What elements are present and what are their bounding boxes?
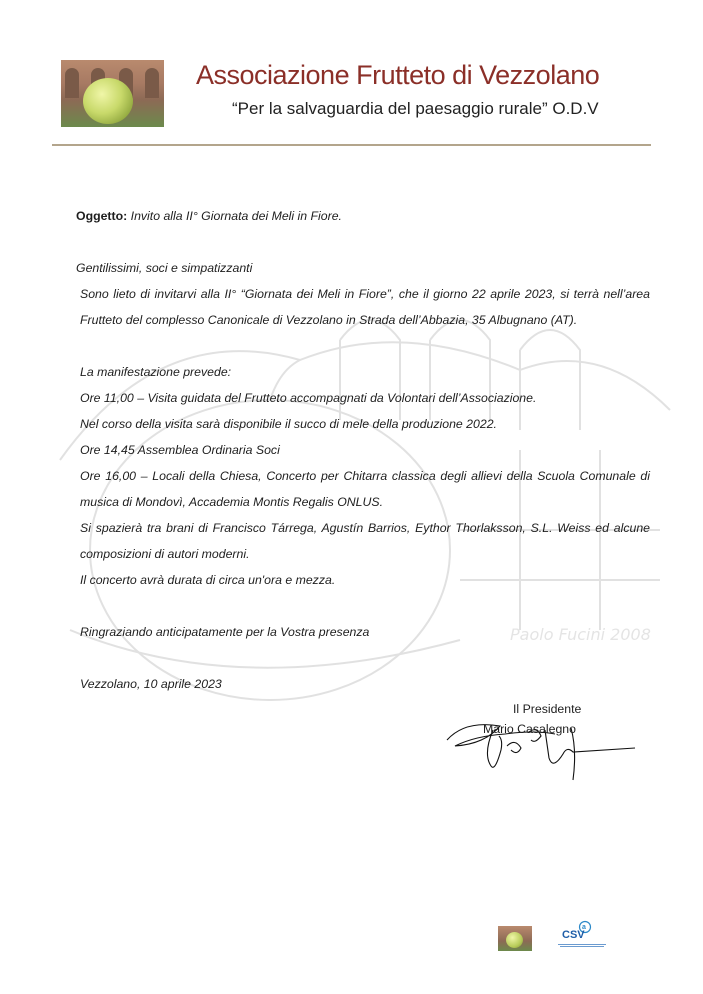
footer-association-logo — [498, 926, 532, 951]
csv-logo-caption-lines — [556, 943, 608, 951]
signature-name: Mario Casalegno — [483, 722, 576, 736]
subject-line — [76, 209, 342, 223]
intro-line-1: Sono lieto di invitarvi alla II° “Giornata dei Meli in Fiore”, che il giorno 22 aprile 2023, si terrà nell’area — [80, 287, 650, 301]
signature-block — [445, 700, 645, 780]
handwritten-signature — [445, 710, 645, 782]
association-subtitle: “Per la salvaguardia del paesaggio rurale” O.D.V — [232, 99, 599, 118]
program-item-repertoire-line-2: composizioni di autori moderni. — [80, 547, 250, 561]
program-item-juice: Nel corso della visita sarà disponibile il succo di mele della produzione 2022. — [80, 417, 497, 431]
csv-logo-text: CSV — [562, 929, 585, 941]
artist-signature-mark: Paolo Fucini 2008 — [510, 625, 651, 644]
program-item-repertoire-line-1: Si spazierà tra brani di Francisco Tárrega, Agustín Barrios, Eythor Thorlaksson, S.L. Weiss ed alcune — [80, 521, 650, 535]
association-title: Associazione Frutteto di Vezzolano — [196, 60, 600, 90]
program-intro: La manifestazione prevede: — [80, 365, 232, 379]
program-item-concert-line-2: musica di Mondovì, Accademia Montis Regalis ONLUS. — [80, 495, 383, 509]
program-item-concert-line-1: Ore 16,00 – Locali della Chiesa, Concerto per Chitarra classica degli allievi della Scuola Comunale di — [80, 469, 650, 483]
program-item-morning-visit: Ore 11,00 – Visita guidata del Frutteto accompagnati da Volontari dell’Associazione. — [80, 391, 537, 405]
program-item-duration: Il concerto avrà durata di circa un'ora e mezza. — [80, 573, 336, 587]
greeting: Gentilissimi, soci e simpatizzanti — [76, 261, 253, 275]
csv-logo — [556, 920, 608, 954]
association-logo-photo — [61, 60, 164, 127]
closing-thanks: Ringraziando anticipatamente per la Vostra presenza — [80, 625, 370, 639]
signature-role: Il Presidente — [513, 702, 582, 716]
subject-text: Invito alla II° Giornata dei Meli in Fiore. — [127, 209, 342, 223]
apple-image — [506, 932, 523, 948]
subject-label: Oggetto: — [76, 209, 128, 223]
place-and-date: Vezzolano, 10 aprile 2023 — [80, 677, 222, 691]
csv-logo-sup: a — [582, 924, 586, 931]
intro-line-2: Frutteto del complesso Canonicale di Vezzolano in Strada dell’Abbazia, 35 Albugnano (AT). — [80, 313, 578, 327]
program-item-assembly: Ore 14,45 Assemblea Ordinaria Soci — [80, 443, 280, 457]
apple-image — [83, 78, 133, 124]
header-divider — [52, 144, 651, 146]
cloister-watermark-drawing — [40, 300, 680, 720]
